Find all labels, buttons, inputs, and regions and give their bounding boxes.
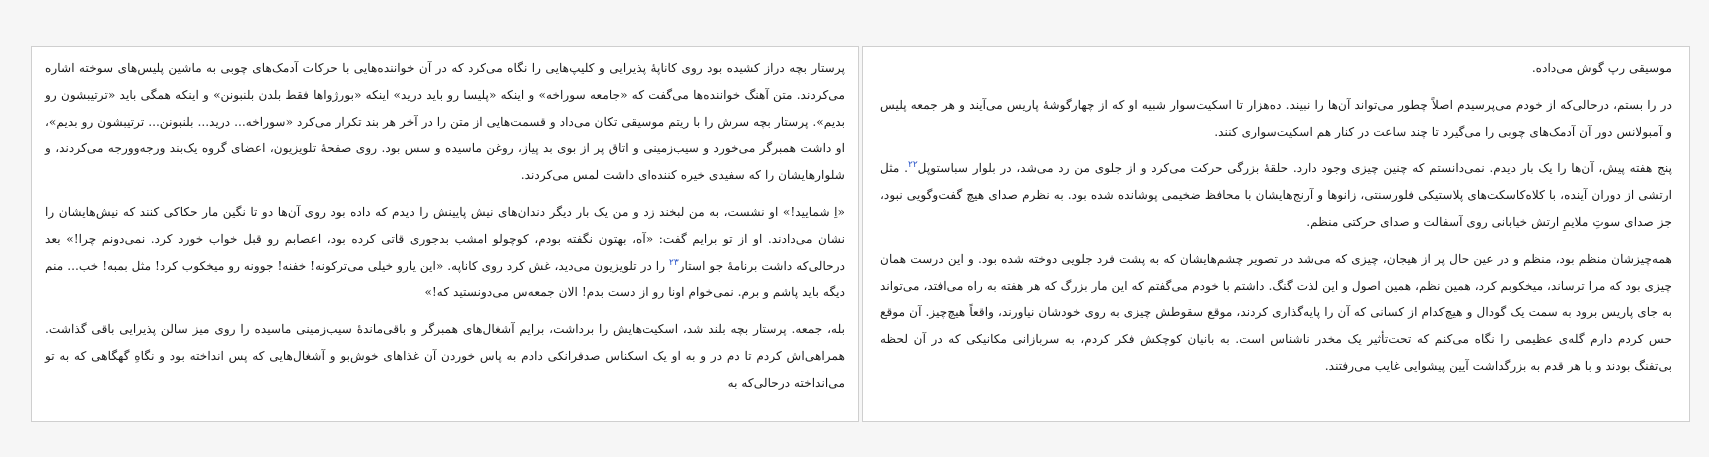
paragraph: پرستار بچه دراز کشیده بود روی کاناپهٔ پذیرایی و کلیپ‌هایی را نگاه می‌کرد که در آن خواننده‌هایی با حرکات آدمک‌های چوبی به ماشین پلیس‌های سوخته اشاره می‌کردند. متن آهنگ خواننده‌ها می‌گفت که «جامعه سوراخه» و اینکه «پلیسا رو باید درید» اینکه «بورژواها فقط بلدن بلنبونن» و اینکه همگی باید «ترتیبشون رو بدیم». پرستار بچه سرش را با ریتم موسیقی تکان می‌داد و قسمت‌هایی از متن را در آخر هر بند تکرار می‌کرد «سوراخه... درید... بلنبونن... ترتیبشون رو بدیم»، او داشت همبرگر می‌خورد و سیب‌زمینی و اتاق پر از بوی بد پیاز، روغن ماسیده و سس بود. روی صفحهٔ تلویزیون، اعضای گروه یک‌بند ورجه‌وورجه می‌کردند، و شلوارهایشان را که سفیدی خیره کننده‌ای داشت لمس می‌کردند. — [45, 61, 845, 183]
paragraph: موسیقی رپ گوش می‌داده. — [1531, 61, 1672, 75]
paragraph — [880, 155, 1672, 235]
paragraph: همه‌چیزشان منظم بود، منظم و در عین حال پر از هیجان، چیزی که می‌شد در تصویر چشم‌هایشان که به پشت فرد جلویی دوخته شده بود. و این درست همان چیزی بود که مرا ترساند، میخکوبم کرد، همین نظم، همین اصول و این لذت گنگ. داشتم با خودم می‌گفتم که این مار بزرگ که هر هفته به راه می‌افتد، می‌تواند به جای پاریس برود به سمت یک گودال و هیچ‌کدام از کسانی که آن را پایه‌گذاری کردند، موقع سقوطش چیزی به روی خودشان نیاورند، واقعاً هیچ‌چیز. آن موقع حس کردم دارم گله‌ی عظیمی را نگاه می‌کنم که تحت‌تأثیر یک مخدر ناشناس است. به بانیان کوچکش فکر کردم، به سربازانی مکانیکی که در آن لحظه بی‌تفنگ بودند و با هر قدم به بزرگداشت آیین پیشوایی غایب می‌رفتند. — [880, 251, 1672, 373]
paragraph-text: «اِ شمایید!» او نشست، به من لبخند زد و من یک بار دیگر دندان‌های نیش پایینش را دیدم که داده بود روی آن‌ها دو تا نگین مار حکاکی کنند که نیش‌هایشان را نشان می‌دادند. او از تو برایم گفت: «آه، بهتون نگفته بودم، کوچولو امشب بدجوری قاتی کرده بود، اعصابم رو قبل خواب خورد کرد. نمی‌دونم چرا!» بعد درحالی‌که داشت برنامهٔ جو استار — [45, 204, 846, 273]
paragraph — [45, 199, 845, 306]
paragraph-text: پنج هفته پیش، آن‌ها را یک بار دیدم. نمی‌دانستم که چنین چیزی وجود دارد. حلقهٔ بزرگی حرکت می‌کرد و از جلوی من رد می‌شد، در بلوار سباستوپل — [917, 161, 1673, 176]
paragraph-text: . مثل ارتشی از دوران آینده، با کلاه‌کاسکت‌های پلاستیکی فلورسنتی، زانوها و آرنج‌هایشان با محافظ ضخیمی پوشانده شده بود. به نظرم صدای هیچ گفت‌وگویی نبود، جز صدای سوتِ ملایمِ ارتش خیابانی روی آسفالت و صدای حرکتی منظم. — [880, 161, 1672, 229]
left-page-text — [32, 47, 858, 421]
right-page — [862, 46, 1690, 422]
left-page — [31, 46, 859, 422]
paragraph-text: را در تلویزیون می‌دید، غش کرد روی کاناپه. «این یارو خیلی می‌ترکونه! خفنه! جوونه رو میخکوب کرد! مثل بمبه! خب... منم دیگه باید پاشم و برم. نمی‌خوام اونا رو از دست بدم! الان جمعه‌س می‌دونستید که!» — [45, 258, 845, 300]
right-page-text — [863, 47, 1689, 421]
paragraph: بله، جمعه. پرستار بچه بلند شد، اسکیت‌هایش را برداشت، برایم آشغال‌های همبرگر و باقی‌ماندهٔ سیب‌زمینی ماسیده را روی میز سالن پذیرایی باقی گذاشت. همراهی‌اش کردم تا دم در و به او یک اسکناس صدفرانکی دادم به پاس خوردن آن غذاهای خوش‌بو و آشغال‌هایی که پس انداخته بود و نگاهِ گهگاهی که به تو می‌انداخته درحالی‌که به — [45, 322, 845, 390]
paragraph: در را بستم، درحالی‌که از خودم می‌پرسیدم اصلاً چطور می‌تواند آن‌ها را نبیند. ده‌هزار تا اسکیت‌سوار شبیه او که از چهارگوشهٔ پاریس می‌آیند و هر جمعه پلیس و آمبولانس دور آن آدمک‌های چوبی را می‌گیرد تا چند ساعت در کنار هم اسکیت‌سواری کنند. — [880, 97, 1672, 139]
footnote-link[interactable]: ۲۳ — [668, 257, 679, 268]
footnote-link[interactable]: ۲۲ — [907, 160, 918, 171]
